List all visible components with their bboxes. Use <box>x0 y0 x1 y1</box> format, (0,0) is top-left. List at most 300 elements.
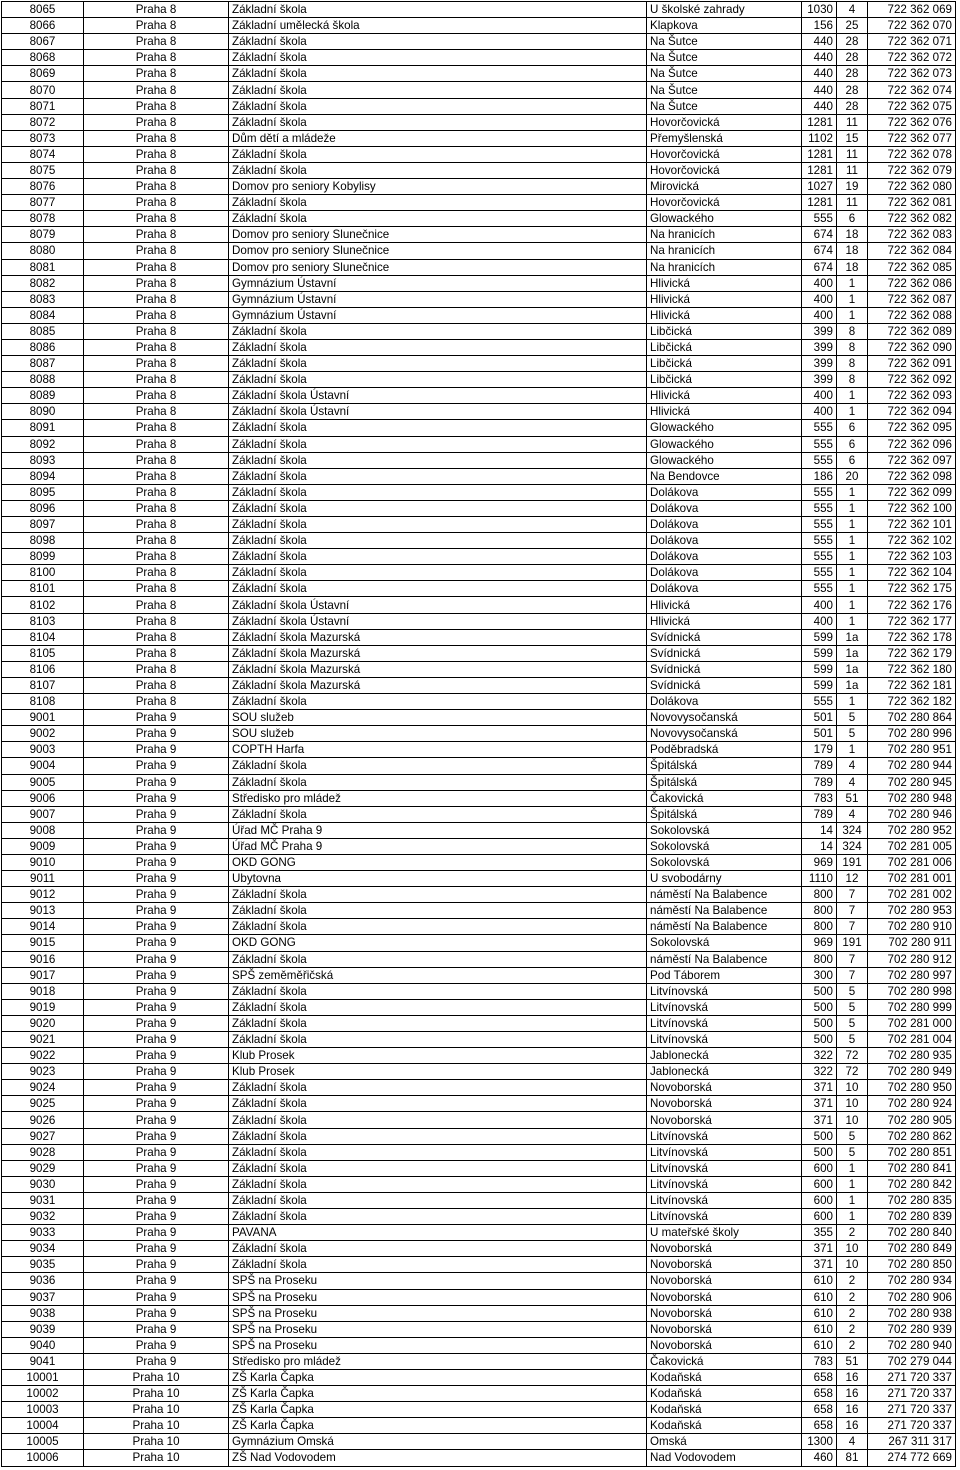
cell-orientation-number: 1 <box>837 484 868 500</box>
cell-street: U mateřské školy <box>647 1225 802 1241</box>
cell-district: Praha 9 <box>84 1096 229 1112</box>
table-row <box>2 1080 956 1096</box>
cell-id: 8095 <box>2 484 84 500</box>
cell-orientation-number: 72 <box>837 1048 868 1064</box>
cell-district: Praha 8 <box>84 162 229 178</box>
table-row <box>2 517 956 533</box>
cell-street: Novoborská <box>647 1321 802 1337</box>
cell-street: Omská <box>647 1434 802 1450</box>
table-row <box>2 436 956 452</box>
cell-facility: Základní škola <box>229 806 647 822</box>
cell-district: Praha 8 <box>84 484 229 500</box>
cell-house-number: 800 <box>802 919 837 935</box>
cell-street: Na Šutce <box>647 82 802 98</box>
cell-facility: ZŠ Nad Vodovodem <box>229 1450 647 1466</box>
table-row <box>2 404 956 420</box>
cell-phone: 722 362 082 <box>868 211 956 227</box>
cell-district: Praha 9 <box>84 1289 229 1305</box>
cell-street: Svídnická <box>647 661 802 677</box>
cell-facility: PAVANA <box>229 1225 647 1241</box>
table-row <box>2 211 956 227</box>
cell-district: Praha 8 <box>84 694 229 710</box>
cell-phone: 702 281 000 <box>868 1015 956 1031</box>
cell-phone: 702 280 906 <box>868 1289 956 1305</box>
cell-id: 8067 <box>2 34 84 50</box>
table-row <box>2 597 956 613</box>
cell-facility: Základní škola <box>229 339 647 355</box>
cell-street: Poděbradská <box>647 742 802 758</box>
table-row <box>2 1064 956 1080</box>
table-row <box>2 645 956 661</box>
cell-phone: 722 362 069 <box>868 2 956 18</box>
cell-orientation-number: 12 <box>837 871 868 887</box>
cell-phone: 722 362 076 <box>868 114 956 130</box>
cell-phone: 722 362 176 <box>868 597 956 613</box>
cell-district: Praha 8 <box>84 291 229 307</box>
cell-district: Praha 8 <box>84 114 229 130</box>
table-row <box>2 259 956 275</box>
cell-id: 9011 <box>2 871 84 887</box>
cell-house-number: 1281 <box>802 146 837 162</box>
cell-house-number: 371 <box>802 1112 837 1128</box>
cell-facility: Dům dětí a mládeže <box>229 130 647 146</box>
cell-house-number: 399 <box>802 356 837 372</box>
cell-id: 8090 <box>2 404 84 420</box>
table-row <box>2 179 956 195</box>
cell-id: 9036 <box>2 1273 84 1289</box>
cell-facility: Základní škola <box>229 436 647 452</box>
cell-facility: ZŠ Karla Čapka <box>229 1386 647 1402</box>
cell-orientation-number: 7 <box>837 903 868 919</box>
cell-district: Praha 8 <box>84 227 229 243</box>
cell-district: Praha 8 <box>84 597 229 613</box>
cell-phone: 722 362 078 <box>868 146 956 162</box>
cell-street: Novoborská <box>647 1273 802 1289</box>
cell-house-number: 599 <box>802 629 837 645</box>
table-row <box>2 18 956 34</box>
cell-district: Praha 8 <box>84 179 229 195</box>
cell-house-number: 1281 <box>802 162 837 178</box>
cell-district: Praha 9 <box>84 935 229 951</box>
cell-district: Praha 9 <box>84 1048 229 1064</box>
cell-district: Praha 9 <box>84 1257 229 1273</box>
cell-house-number: 300 <box>802 967 837 983</box>
cell-street: Novoborská <box>647 1337 802 1353</box>
cell-district: Praha 8 <box>84 243 229 259</box>
cell-house-number: 14 <box>802 822 837 838</box>
cell-district: Praha 8 <box>84 420 229 436</box>
cell-orientation-number: 5 <box>837 710 868 726</box>
cell-id: 8081 <box>2 259 84 275</box>
cell-facility: Základní škola <box>229 774 647 790</box>
cell-orientation-number: 1 <box>837 1160 868 1176</box>
cell-street: Čakovická <box>647 1353 802 1369</box>
cell-phone: 702 280 998 <box>868 983 956 999</box>
cell-id: 9015 <box>2 935 84 951</box>
cell-district: Praha 9 <box>84 1321 229 1337</box>
cell-orientation-number: 2 <box>837 1225 868 1241</box>
cell-street: Na Šutce <box>647 66 802 82</box>
table-row <box>2 420 956 436</box>
cell-facility: Základní škola Ústavní <box>229 388 647 404</box>
cell-street: U školské zahrady <box>647 2 802 18</box>
cell-id: 9032 <box>2 1209 84 1225</box>
cell-facility: Základní škola <box>229 758 647 774</box>
cell-district: Praha 9 <box>84 1080 229 1096</box>
table-row <box>2 291 956 307</box>
table-row <box>2 339 956 355</box>
table-row <box>2 581 956 597</box>
table-row <box>2 1305 956 1321</box>
table-row <box>2 822 956 838</box>
cell-facility: ZŠ Karla Čapka <box>229 1402 647 1418</box>
cell-facility: Gymnázium Ústavní <box>229 275 647 291</box>
cell-district: Praha 8 <box>84 452 229 468</box>
cell-house-number: 399 <box>802 372 837 388</box>
cell-facility: SPŠ na Proseku <box>229 1273 647 1289</box>
cell-phone: 702 281 005 <box>868 838 956 854</box>
cell-id: 9016 <box>2 951 84 967</box>
table-row <box>2 1369 956 1385</box>
cell-orientation-number: 4 <box>837 2 868 18</box>
cell-id: 9031 <box>2 1192 84 1208</box>
cell-id: 10003 <box>2 1402 84 1418</box>
cell-street: Litvínovská <box>647 1015 802 1031</box>
cell-district: Praha 9 <box>84 1225 229 1241</box>
cell-id: 8074 <box>2 146 84 162</box>
cell-id: 9033 <box>2 1225 84 1241</box>
cell-orientation-number: 11 <box>837 162 868 178</box>
cell-district: Praha 8 <box>84 436 229 452</box>
cell-facility: Základní škola <box>229 1257 647 1273</box>
cell-house-number: 400 <box>802 307 837 323</box>
cell-house-number: 400 <box>802 275 837 291</box>
cell-id: 9035 <box>2 1257 84 1273</box>
cell-id: 9014 <box>2 919 84 935</box>
cell-house-number: 156 <box>802 18 837 34</box>
cell-house-number: 610 <box>802 1305 837 1321</box>
cell-facility: Gymnázium Ústavní <box>229 291 647 307</box>
cell-house-number: 1300 <box>802 1434 837 1450</box>
cell-id: 8075 <box>2 162 84 178</box>
cell-district: Praha 9 <box>84 1176 229 1192</box>
cell-facility: Domov pro seniory Slunečnice <box>229 243 647 259</box>
cell-orientation-number: 8 <box>837 372 868 388</box>
cell-phone: 722 362 085 <box>868 259 956 275</box>
cell-phone: 702 280 935 <box>868 1048 956 1064</box>
cell-district: Praha 10 <box>84 1369 229 1385</box>
table-row <box>2 243 956 259</box>
cell-house-number: 500 <box>802 1144 837 1160</box>
cell-id: 9039 <box>2 1321 84 1337</box>
cell-street: Na hranicích <box>647 259 802 275</box>
cell-street: Novoborská <box>647 1096 802 1112</box>
cell-district: Praha 8 <box>84 500 229 516</box>
cell-house-number: 399 <box>802 323 837 339</box>
cell-house-number: 555 <box>802 694 837 710</box>
cell-orientation-number: 1 <box>837 549 868 565</box>
table-row <box>2 758 956 774</box>
table-row <box>2 871 956 887</box>
cell-district: Praha 9 <box>84 742 229 758</box>
cell-phone: 722 362 092 <box>868 372 956 388</box>
cell-phone: 722 362 086 <box>868 275 956 291</box>
cell-id: 10005 <box>2 1434 84 1450</box>
cell-district: Praha 8 <box>84 259 229 275</box>
table-row <box>2 50 956 66</box>
cell-house-number: 500 <box>802 983 837 999</box>
cell-house-number: 800 <box>802 887 837 903</box>
cell-house-number: 555 <box>802 211 837 227</box>
cell-district: Praha 9 <box>84 1064 229 1080</box>
cell-district: Praha 8 <box>84 549 229 565</box>
cell-orientation-number: 7 <box>837 951 868 967</box>
cell-orientation-number: 28 <box>837 34 868 50</box>
cell-facility: Domov pro seniory Kobylisy <box>229 179 647 195</box>
cell-district: Praha 8 <box>84 82 229 98</box>
cell-district: Praha 9 <box>84 1144 229 1160</box>
cell-district: Praha 8 <box>84 66 229 82</box>
cell-district: Praha 10 <box>84 1434 229 1450</box>
cell-house-number: 658 <box>802 1402 837 1418</box>
cell-district: Praha 8 <box>84 613 229 629</box>
cell-facility: Základní škola Mazurská <box>229 645 647 661</box>
cell-phone: 702 280 849 <box>868 1241 956 1257</box>
table-row <box>2 307 956 323</box>
cell-street: Hlivická <box>647 291 802 307</box>
cell-facility: SPŠ na Proseku <box>229 1321 647 1337</box>
table-row <box>2 484 956 500</box>
cell-phone: 702 280 862 <box>868 1128 956 1144</box>
cell-orientation-number: 6 <box>837 452 868 468</box>
cell-orientation-number: 15 <box>837 130 868 146</box>
cell-district: Praha 9 <box>84 919 229 935</box>
cell-orientation-number: 7 <box>837 887 868 903</box>
cell-orientation-number: 20 <box>837 468 868 484</box>
table-row <box>2 452 956 468</box>
cell-street: Hlivická <box>647 388 802 404</box>
cell-district: Praha 9 <box>84 790 229 806</box>
cell-orientation-number: 1 <box>837 613 868 629</box>
cell-phone: 722 362 072 <box>868 50 956 66</box>
table-row <box>2 468 956 484</box>
cell-id: 9040 <box>2 1337 84 1353</box>
cell-id: 9030 <box>2 1176 84 1192</box>
table-row <box>2 323 956 339</box>
cell-district: Praha 8 <box>84 565 229 581</box>
table-row <box>2 1096 956 1112</box>
cell-house-number: 610 <box>802 1289 837 1305</box>
table-row <box>2 1209 956 1225</box>
cell-id: 9004 <box>2 758 84 774</box>
cell-district: Praha 9 <box>84 999 229 1015</box>
table-row <box>2 146 956 162</box>
cell-phone: 702 280 905 <box>868 1112 956 1128</box>
cell-phone: 702 280 944 <box>868 758 956 774</box>
table-row <box>2 967 956 983</box>
cell-id: 8065 <box>2 2 84 18</box>
cell-facility: SPŠ na Proseku <box>229 1305 647 1321</box>
cell-id: 8077 <box>2 195 84 211</box>
cell-house-number: 501 <box>802 726 837 742</box>
cell-district: Praha 8 <box>84 356 229 372</box>
cell-facility: ZŠ Karla Čapka <box>229 1369 647 1385</box>
cell-street: náměstí Na Balabence <box>647 919 802 935</box>
cell-street: Hovorčovická <box>647 195 802 211</box>
cell-street: Sokolovská <box>647 854 802 870</box>
cell-orientation-number: 4 <box>837 806 868 822</box>
table-row <box>2 1321 956 1337</box>
cell-district: Praha 9 <box>84 806 229 822</box>
cell-house-number: 1030 <box>802 2 837 18</box>
cell-facility: Základní škola <box>229 694 647 710</box>
cell-phone: 702 280 999 <box>868 999 956 1015</box>
cell-house-number: 179 <box>802 742 837 758</box>
table-row <box>2 1192 956 1208</box>
cell-orientation-number: 11 <box>837 195 868 211</box>
cell-id: 9003 <box>2 742 84 758</box>
cell-orientation-number: 11 <box>837 146 868 162</box>
cell-phone: 722 362 096 <box>868 436 956 452</box>
cell-house-number: 555 <box>802 533 837 549</box>
table-row <box>2 613 956 629</box>
table-row <box>2 1112 956 1128</box>
cell-orientation-number: 2 <box>837 1289 868 1305</box>
cell-district: Praha 9 <box>84 983 229 999</box>
cell-id: 9002 <box>2 726 84 742</box>
cell-phone: 722 362 177 <box>868 613 956 629</box>
cell-street: Dolákova <box>647 565 802 581</box>
cell-facility: OKD GONG <box>229 935 647 951</box>
cell-street: Dolákova <box>647 694 802 710</box>
table-row <box>2 82 956 98</box>
cell-facility: SPŠ na Proseku <box>229 1289 647 1305</box>
cell-orientation-number: 1 <box>837 517 868 533</box>
cell-district: Praha 10 <box>84 1386 229 1402</box>
cell-phone: 702 280 911 <box>868 935 956 951</box>
table-row <box>2 1048 956 1064</box>
cell-house-number: 1110 <box>802 871 837 887</box>
cell-district: Praha 9 <box>84 1128 229 1144</box>
cell-phone: 702 280 851 <box>868 1144 956 1160</box>
cell-street: Litvínovská <box>647 1144 802 1160</box>
cell-id: 8080 <box>2 243 84 259</box>
cell-orientation-number: 1 <box>837 404 868 420</box>
cell-district: Praha 9 <box>84 1353 229 1369</box>
cell-street: Hovorčovická <box>647 146 802 162</box>
table-row <box>2 162 956 178</box>
cell-id: 8104 <box>2 629 84 645</box>
cell-street: Novoborská <box>647 1080 802 1096</box>
cell-street: Hlivická <box>647 307 802 323</box>
cell-id: 8089 <box>2 388 84 404</box>
cell-street: Novoborská <box>647 1112 802 1128</box>
cell-street: Nad Vodovodem <box>647 1450 802 1466</box>
cell-facility: Gymnázium Omská <box>229 1434 647 1450</box>
cell-facility: Základní škola <box>229 195 647 211</box>
cell-facility: Základní škola <box>229 903 647 919</box>
cell-phone: 722 362 100 <box>868 500 956 516</box>
table-row <box>2 919 956 935</box>
cell-street: Glowackého <box>647 420 802 436</box>
cell-house-number: 674 <box>802 227 837 243</box>
cell-phone: 722 362 084 <box>868 243 956 259</box>
cell-id: 8097 <box>2 517 84 533</box>
cell-phone: 702 280 997 <box>868 967 956 983</box>
cell-orientation-number: 51 <box>837 790 868 806</box>
cell-house-number: 400 <box>802 613 837 629</box>
cell-street: Dolákova <box>647 484 802 500</box>
cell-phone: 271 720 337 <box>868 1402 956 1418</box>
cell-facility: SOU služeb <box>229 726 647 742</box>
cell-facility: Základní škola <box>229 1160 647 1176</box>
cell-orientation-number: 324 <box>837 822 868 838</box>
table-row <box>2 774 956 790</box>
cell-street: náměstí Na Balabence <box>647 887 802 903</box>
cell-house-number: 783 <box>802 1353 837 1369</box>
cell-district: Praha 9 <box>84 774 229 790</box>
cell-phone: 722 362 182 <box>868 694 956 710</box>
cell-district: Praha 9 <box>84 1273 229 1289</box>
cell-facility: Základní škola <box>229 323 647 339</box>
cell-street: Litvínovská <box>647 983 802 999</box>
cell-street: Litvínovská <box>647 999 802 1015</box>
cell-street: Sokolovská <box>647 822 802 838</box>
table-row <box>2 951 956 967</box>
cell-facility: Základní škola <box>229 420 647 436</box>
cell-facility: Základní škola Ústavní <box>229 597 647 613</box>
cell-street: Sokolovská <box>647 838 802 854</box>
cell-house-number: 1102 <box>802 130 837 146</box>
cell-district: Praha 9 <box>84 710 229 726</box>
cell-facility: Základní škola <box>229 356 647 372</box>
cell-orientation-number: 16 <box>837 1386 868 1402</box>
cell-facility: Klub Prosek <box>229 1048 647 1064</box>
cell-street: Čakovická <box>647 790 802 806</box>
cell-phone: 722 362 104 <box>868 565 956 581</box>
cell-id: 8107 <box>2 677 84 693</box>
cell-facility: Základní škola <box>229 34 647 50</box>
table-row <box>2 806 956 822</box>
cell-street: Dolákova <box>647 581 802 597</box>
cell-facility: OKD GONG <box>229 854 647 870</box>
cell-id: 8094 <box>2 468 84 484</box>
cell-phone: 271 720 337 <box>868 1386 956 1402</box>
cell-district: Praha 8 <box>84 275 229 291</box>
cell-street: Dolákova <box>647 517 802 533</box>
cell-id: 8079 <box>2 227 84 243</box>
cell-facility: Základní škola <box>229 919 647 935</box>
cell-street: Libčická <box>647 372 802 388</box>
table-row <box>2 227 956 243</box>
cell-facility: Základní škola Ústavní <box>229 613 647 629</box>
cell-house-number: 555 <box>802 420 837 436</box>
cell-district: Praha 9 <box>84 1032 229 1048</box>
cell-orientation-number: 11 <box>837 114 868 130</box>
cell-orientation-number: 25 <box>837 18 868 34</box>
cell-id: 8092 <box>2 436 84 452</box>
cell-street: Přemyšlenská <box>647 130 802 146</box>
cell-facility: Základní škola <box>229 517 647 533</box>
cell-house-number: 674 <box>802 259 837 275</box>
cell-district: Praha 9 <box>84 1209 229 1225</box>
table-row <box>2 661 956 677</box>
cell-orientation-number: 1 <box>837 291 868 307</box>
cell-phone: 722 362 095 <box>868 420 956 436</box>
cell-house-number: 800 <box>802 951 837 967</box>
cell-district: Praha 8 <box>84 307 229 323</box>
cell-house-number: 658 <box>802 1369 837 1385</box>
